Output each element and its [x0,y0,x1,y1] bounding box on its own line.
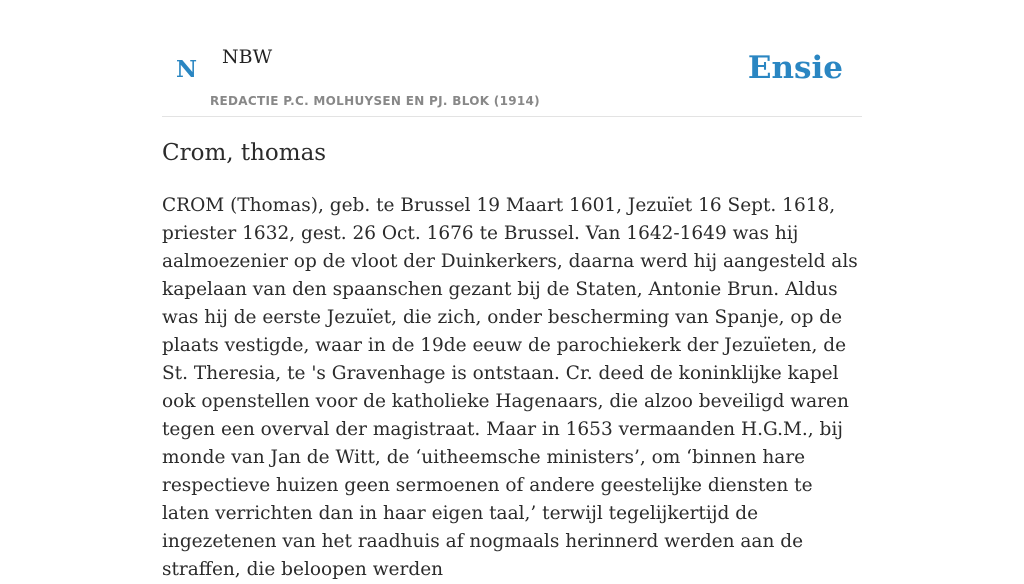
article-page [162,0,862,580]
entry-body-text: CROM (Thomas), geb. te Brussel 19 Maart 1601, Jezuïet 16 Sept. 1618, priester 1632, gest. 26 Oct. 1676 te Brussel. Van 1642-1649 was hij aalmoezenier op de vloot der Duinkerkers, daarna werd hij aangesteld als kapelaan van den spaanschen gezant bij de Staten, Antonie Brun. Aldus was hij de eerste Jezuïet, die zich, onder bescherming van Spanje, op de plaats vestigde, waar in de 19de eeuw de parochiekerk der Jezuïeten, de St. Theresia, te 's Gravenhage is ontstaan. Cr. deed de koninklijke kapel ook openstellen voor de katholieke Hagenaars, die alzoo beveiligd waren tegen een overval der magistraat. Maar in 1653 vermaanden H.G.M., bij monde van Jan de Witt, de ‘uitheemsche ministers’, om ‘binnen hare respectieve huizen geen sermoenen of andere geestelijke diensten te laten verrichten dan in haar eigen taal,’ terwijl tegelijkertijd de ingezetenen van het raadhuis af nogmaals herinnerd werden aan de straffen, die beloopen werden [162,195,858,580]
source-subtitle: REDACTIE P.C. MOLHUYSEN EN PJ. BLOK (1914) [210,94,540,108]
ensie-logo-link[interactable]: Ensie [747,50,843,86]
entry-title: Crom, thomas [162,140,327,166]
source-name-link[interactable]: NBW [222,46,273,68]
source-logo[interactable]: N [176,56,198,83]
source-header [162,0,862,117]
